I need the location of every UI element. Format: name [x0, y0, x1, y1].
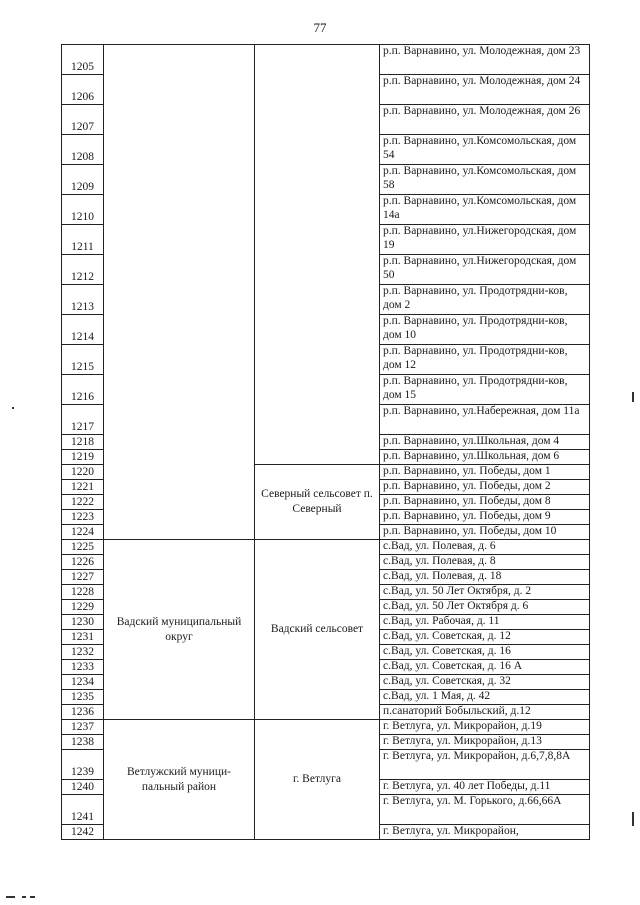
address-cell: р.п. Варнавино, ул. Продотрядни-ков, дом 2 — [380, 285, 590, 315]
row-number: 1233 — [62, 660, 104, 675]
row-number: 1213 — [62, 285, 104, 315]
row-number: 1221 — [62, 480, 104, 495]
address-table — [61, 44, 590, 840]
scan-dash-mark — [632, 812, 634, 826]
row-number: 1212 — [62, 255, 104, 285]
address-cell: р.п. Варнавино, ул. Победы, дом 10 — [380, 525, 590, 540]
row-number: 1217 — [62, 405, 104, 435]
row-number: 1241 — [62, 795, 104, 825]
district-cell-vetluga: Ветлужский муници-пальный район — [104, 720, 255, 840]
address-cell: г. Ветлуга, ул. Микрорайон, — [380, 825, 590, 840]
address-cell: г. Ветлуга, ул. 40 лет Победы, д.11 — [380, 780, 590, 795]
address-cell: р.п. Варнавино, ул. Продотрядни-ков, дом 12 — [380, 345, 590, 375]
district-cell-empty — [104, 45, 255, 540]
address-cell: р.п. Варнавино, ул. Победы, дом 2 — [380, 480, 590, 495]
address-cell: р.п. Варнавино, ул. Победы, дом 8 — [380, 495, 590, 510]
address-cell: с.Вад, ул. Полевая, д. 8 — [380, 555, 590, 570]
row-number: 1209 — [62, 165, 104, 195]
row-number: 1215 — [62, 345, 104, 375]
row-number: 1238 — [62, 735, 104, 750]
district-cell-vad: Вадский муниципальный округ — [104, 540, 255, 720]
address-cell: с.Вад, ул. 1 Мая, д. 42 — [380, 690, 590, 705]
row-number: 1232 — [62, 645, 104, 660]
address-cell: р.п. Варнавино, ул.Набережная, дом 11а — [380, 405, 590, 435]
address-cell: с.Вад, ул. Советская, д. 12 — [380, 630, 590, 645]
address-cell: г. Ветлуга, ул. Микрорайон, д.6,7,8,8А — [380, 750, 590, 780]
address-cell: р.п. Варнавино, ул.Школьная, дом 4 — [380, 435, 590, 450]
row-number: 1242 — [62, 825, 104, 840]
row-number: 1211 — [62, 225, 104, 255]
row-number: 1207 — [62, 105, 104, 135]
table-row — [62, 540, 590, 555]
settlement-cell-vetluga: г. Ветлуга — [255, 720, 380, 840]
address-cell: р.п. Варнавино, ул. Победы, дом 1 — [380, 465, 590, 480]
row-number: 1224 — [62, 525, 104, 540]
address-cell: с.Вад, ул. Советская, д. 32 — [380, 675, 590, 690]
address-cell: р.п. Варнавино, ул.Нижегородская, дом 19 — [380, 225, 590, 255]
address-cell: р.п. Варнавино, ул.Комсомольская, дом 14а — [380, 195, 590, 225]
row-number: 1230 — [62, 615, 104, 630]
row-number: 1208 — [62, 135, 104, 165]
scan-dash-mark — [30, 896, 35, 898]
row-number: 1235 — [62, 690, 104, 705]
row-number: 1218 — [62, 435, 104, 450]
address-cell: г. Ветлуга, ул. Микрорайон, д.19 — [380, 720, 590, 735]
address-cell: р.п. Варнавино, ул.Комсомольская, дом 58 — [380, 165, 590, 195]
row-number: 1236 — [62, 705, 104, 720]
row-number: 1237 — [62, 720, 104, 735]
address-cell: р.п. Варнавино, ул. Молодежная, дом 24 — [380, 75, 590, 105]
address-cell: с.Вад, ул. 50 Лет Октября, д. 2 — [380, 585, 590, 600]
row-number: 1225 — [62, 540, 104, 555]
row-number: 1229 — [62, 600, 104, 615]
scan-dash-mark — [22, 896, 26, 898]
row-number: 1219 — [62, 450, 104, 465]
address-cell: р.п. Варнавино, ул.Комсомольская, дом 54 — [380, 135, 590, 165]
address-cell: р.п. Варнавино, ул.Школьная, дом 6 — [380, 450, 590, 465]
row-number: 1223 — [62, 510, 104, 525]
address-cell: р.п. Варнавино, ул. Молодежная, дом 23 — [380, 45, 590, 75]
row-number: 1206 — [62, 75, 104, 105]
address-cell: с.Вад, ул. Советская, д. 16 А — [380, 660, 590, 675]
row-number: 1228 — [62, 585, 104, 600]
row-number: 1231 — [62, 630, 104, 645]
row-number: 1227 — [62, 570, 104, 585]
row-number: 1234 — [62, 675, 104, 690]
row-number: 1205 — [62, 45, 104, 75]
address-cell: р.п. Варнавино, ул. Молодежная, дом 26 — [380, 105, 590, 135]
row-number: 1210 — [62, 195, 104, 225]
address-cell: п.санаторий Бобыльский, д.12 — [380, 705, 590, 720]
settlement-cell-empty — [255, 45, 380, 465]
scan-dash-mark — [6, 896, 15, 898]
address-cell: р.п. Варнавино, ул. Победы, дом 9 — [380, 510, 590, 525]
table-row — [62, 45, 590, 75]
scan-dash-mark — [632, 392, 634, 402]
settlement-cell-vad: Вадский сельсовет — [255, 540, 380, 720]
address-cell: р.п. Варнавино, ул.Нижегородская, дом 50 — [380, 255, 590, 285]
scan-dash-mark — [12, 407, 14, 409]
address-cell: с.Вад, ул. Полевая, д. 18 — [380, 570, 590, 585]
address-cell: с.Вад, ул. 50 Лет Октября д. 6 — [380, 600, 590, 615]
page-number: 77 — [313, 20, 327, 35]
row-number: 1220 — [62, 465, 104, 480]
settlement-cell-severny: Северный сельсовет п. Северный — [255, 465, 380, 540]
table-row — [62, 720, 590, 735]
address-cell: р.п. Варнавино, ул. Продотрядни-ков, дом 10 — [380, 315, 590, 345]
row-number: 1214 — [62, 315, 104, 345]
address-cell: г. Ветлуга, ул. М. Горького, д.66,66А — [380, 795, 590, 825]
address-cell: с.Вад, ул. Рабочая, д. 11 — [380, 615, 590, 630]
address-cell: р.п. Варнавино, ул. Продотрядни-ков, дом 15 — [380, 375, 590, 405]
row-number: 1222 — [62, 495, 104, 510]
row-number: 1226 — [62, 555, 104, 570]
row-number: 1240 — [62, 780, 104, 795]
address-cell: с.Вад, ул. Полевая, д. 6 — [380, 540, 590, 555]
row-number: 1239 — [62, 750, 104, 780]
address-cell: с.Вад, ул. Советская, д. 16 — [380, 645, 590, 660]
row-number: 1216 — [62, 375, 104, 405]
address-cell: г. Ветлуга, ул. Микрорайон, д.13 — [380, 735, 590, 750]
